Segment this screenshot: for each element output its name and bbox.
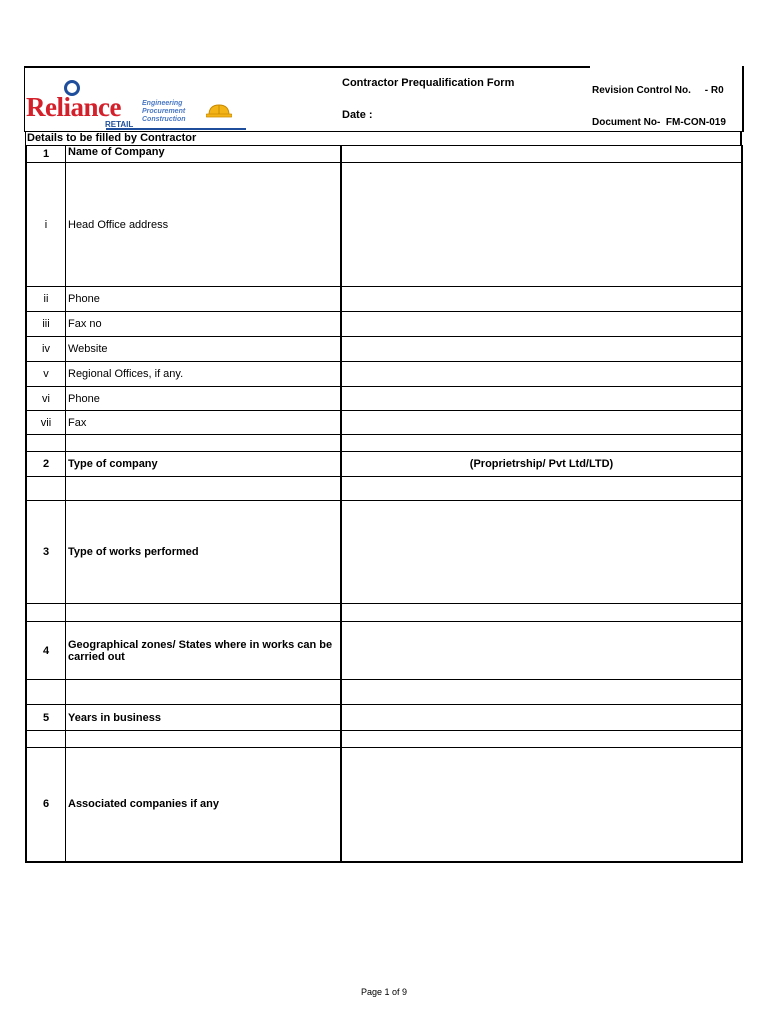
row-value-field[interactable] bbox=[341, 287, 742, 312]
header-top-border bbox=[25, 66, 590, 68]
row-label bbox=[66, 477, 342, 501]
row-label: Type of company bbox=[66, 452, 342, 477]
row-label: Fax bbox=[66, 411, 342, 435]
table-row bbox=[26, 604, 742, 622]
table-row bbox=[26, 411, 742, 435]
row-value-field[interactable] bbox=[341, 477, 742, 501]
row-value-field[interactable] bbox=[341, 435, 742, 452]
row-label: Fax no bbox=[66, 312, 342, 337]
row-number: 3 bbox=[26, 501, 66, 604]
header-right-border bbox=[742, 66, 744, 132]
table-row bbox=[26, 435, 742, 452]
row-value-field[interactable] bbox=[341, 622, 742, 680]
row-number: v bbox=[26, 362, 66, 387]
row-number: 5 bbox=[26, 705, 66, 731]
logo-retail-label: RETAIL bbox=[105, 120, 134, 129]
row-number: i bbox=[26, 163, 66, 287]
row-value-field[interactable] bbox=[341, 705, 742, 731]
row-label: Type of works performed bbox=[66, 501, 342, 604]
table-row bbox=[26, 337, 742, 362]
row-number: vi bbox=[26, 387, 66, 411]
table-row bbox=[26, 146, 742, 163]
row-value-field[interactable] bbox=[341, 362, 742, 387]
form-title: Contractor Prequalification Form bbox=[342, 77, 515, 89]
row-value-field[interactable]: (Proprietrship/ Pvt Ltd/LTD) bbox=[341, 452, 742, 477]
logo-underline bbox=[106, 128, 246, 130]
row-label: Phone bbox=[66, 287, 342, 312]
row-label bbox=[66, 731, 342, 748]
reliance-logo bbox=[26, 78, 256, 128]
row-number: iii bbox=[26, 312, 66, 337]
section-title: Details to be filled by Contractor bbox=[25, 131, 742, 145]
row-value-field[interactable] bbox=[341, 501, 742, 604]
row-number: 2 bbox=[26, 452, 66, 477]
row-number: 1 bbox=[26, 146, 66, 163]
row-number bbox=[26, 435, 66, 452]
row-number bbox=[26, 477, 66, 501]
contractor-details-table bbox=[25, 145, 743, 863]
table-row bbox=[26, 748, 742, 862]
row-value-field[interactable] bbox=[341, 731, 742, 748]
row-value-field[interactable] bbox=[341, 337, 742, 362]
row-label: Regional Offices, if any. bbox=[66, 362, 342, 387]
row-label: Associated companies if any bbox=[66, 748, 342, 862]
revision-control: Revision Control No. - R0 bbox=[592, 85, 724, 96]
row-number: iv bbox=[26, 337, 66, 362]
row-label: Website bbox=[66, 337, 342, 362]
row-label: Years in business bbox=[66, 705, 342, 731]
logo-tag-line: Procurement bbox=[142, 108, 186, 115]
row-label bbox=[66, 680, 342, 705]
row-value-field[interactable] bbox=[341, 604, 742, 622]
row-label bbox=[66, 604, 342, 622]
table-row bbox=[26, 477, 742, 501]
row-label bbox=[66, 435, 342, 452]
table-row bbox=[26, 387, 742, 411]
row-value-field[interactable] bbox=[341, 748, 742, 862]
logo-tag-line: Construction bbox=[142, 116, 186, 123]
logo-tagline bbox=[142, 100, 186, 124]
row-number: vii bbox=[26, 411, 66, 435]
row-number: 6 bbox=[26, 748, 66, 862]
logo-wordmark: Reliance bbox=[26, 92, 121, 122]
table-row bbox=[26, 705, 742, 731]
row-number: 4 bbox=[26, 622, 66, 680]
header-left-border bbox=[24, 66, 25, 132]
row-value-field[interactable] bbox=[341, 680, 742, 705]
row-value-field[interactable] bbox=[341, 387, 742, 411]
date-label: Date : bbox=[342, 109, 373, 121]
row-value-field[interactable] bbox=[341, 163, 742, 287]
row-label: Name of Company bbox=[66, 146, 342, 163]
logo-tag-line: Engineering bbox=[142, 100, 183, 107]
row-value-field[interactable] bbox=[341, 146, 742, 163]
row-value-field[interactable] bbox=[341, 411, 742, 435]
table-row bbox=[26, 452, 742, 477]
row-value-field[interactable] bbox=[341, 312, 742, 337]
table-row bbox=[26, 287, 742, 312]
table-row bbox=[26, 680, 742, 705]
table-row bbox=[26, 622, 742, 680]
hard-hat-icon bbox=[206, 103, 232, 118]
row-label: Geographical zones/ States where in works can be carried out bbox=[66, 622, 342, 680]
table-row bbox=[26, 362, 742, 387]
row-number bbox=[26, 680, 66, 705]
row-number bbox=[26, 731, 66, 748]
table-row bbox=[26, 163, 742, 287]
table-row bbox=[26, 731, 742, 748]
row-number bbox=[26, 604, 66, 622]
row-number: ii bbox=[26, 287, 66, 312]
table-row bbox=[26, 501, 742, 604]
row-label: Head Office address bbox=[66, 163, 342, 287]
page-number: Page 1 of 9 bbox=[360, 987, 408, 997]
row-label: Phone bbox=[66, 387, 342, 411]
table-row bbox=[26, 312, 742, 337]
document-number: Document No- FM-CON-019 bbox=[592, 117, 726, 128]
